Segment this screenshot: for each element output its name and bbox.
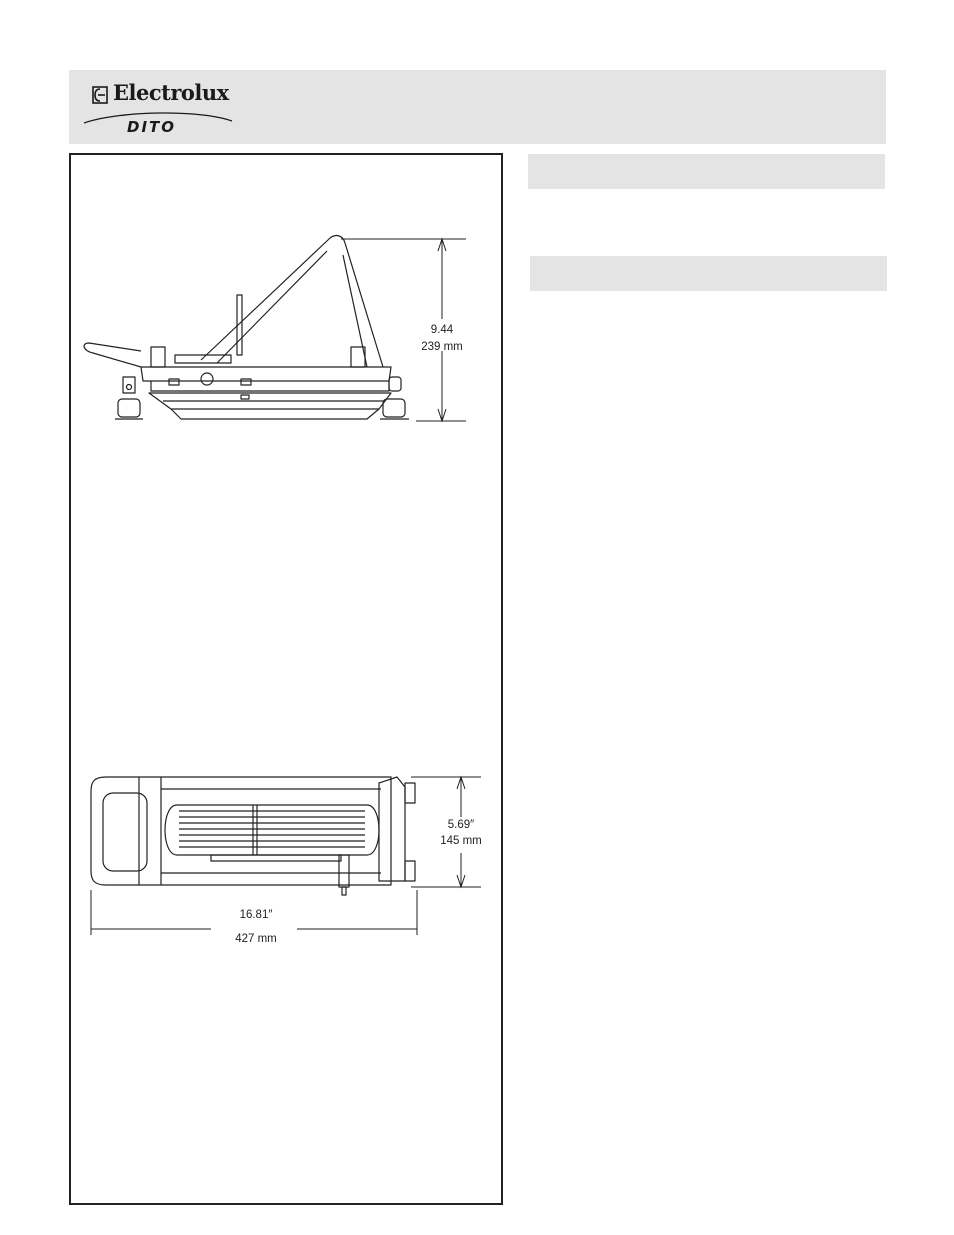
top-depth-mm: 145 mm [440,835,482,847]
brand-name: Electrolux [113,80,229,105]
electrolux-dito-logo [82,78,242,140]
top-width-mm: 427 mm [235,933,277,945]
drawing-panel [69,153,503,1205]
electrolux-logo-icon [92,86,108,104]
top-depth-inches: 5.69″ [447,819,475,831]
section-header-bar-2 [530,256,887,291]
side-height-mm: 239 mm [421,341,463,353]
top-width-inches: 16.81″ [239,909,273,921]
side-height-inches: 9.44 [430,324,454,336]
product-name: DITO [127,118,177,136]
section-header-bar-1 [528,154,885,189]
